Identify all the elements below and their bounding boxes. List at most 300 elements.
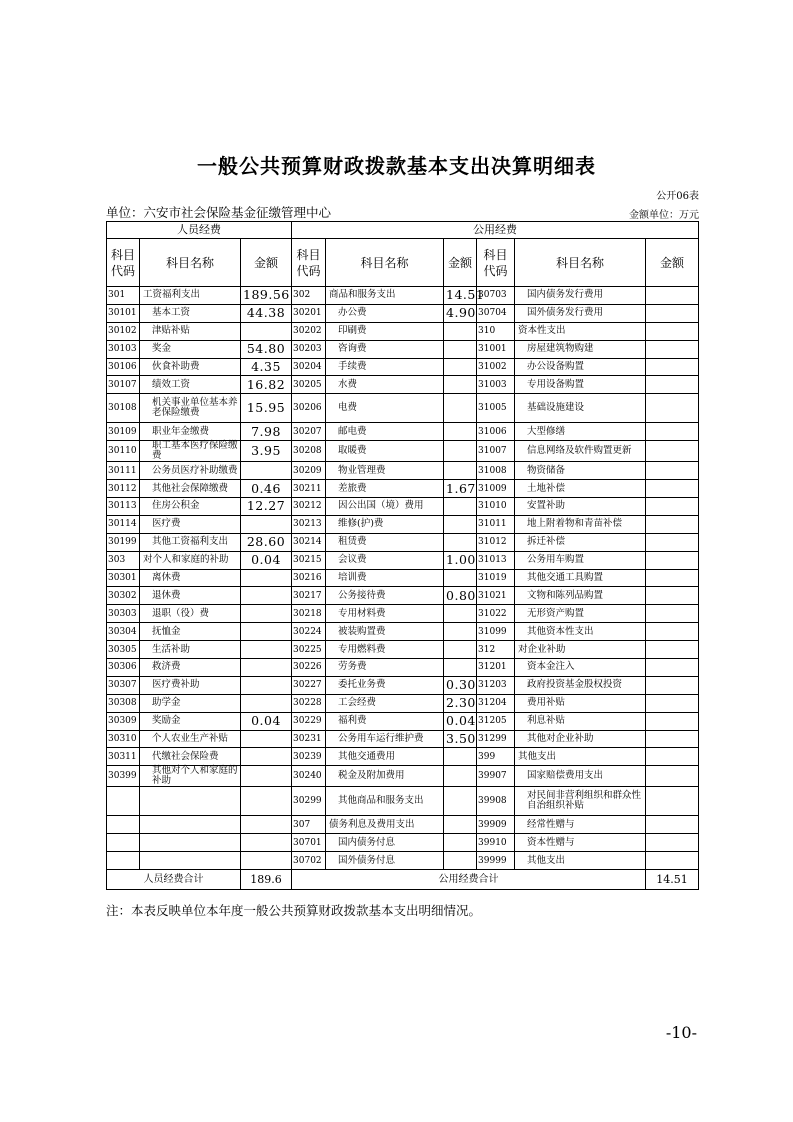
row-name: 公务员医疗补助缴费 [140,462,241,480]
row-name: 其他社会保障缴费 [140,480,241,498]
row-code: 30205 [292,376,326,394]
row-code: 312 [477,641,515,659]
row-amount [646,659,699,677]
row-amount: 0.04 [241,712,292,730]
row-code: 31204 [477,694,515,712]
row-name: 被装购置费 [326,623,444,641]
row-code [107,816,140,834]
row-amount [444,816,477,834]
public-total-label: 公用经费合计 [292,870,646,890]
row-code: 302 [292,287,326,305]
row-amount [444,394,477,423]
table-row [107,287,699,305]
row-name: 商品和服务支出 [326,287,444,305]
row-name: 国内债务付息 [326,834,444,852]
row-amount [444,623,477,641]
row-name: 专用燃料费 [326,641,444,659]
table-row [107,605,699,623]
row-amount [646,551,699,569]
row-code: 307 [292,816,326,834]
row-code: 30704 [477,304,515,322]
table-row [107,358,699,376]
row-code: 31002 [477,358,515,376]
row-amount [241,659,292,677]
row-amount [444,787,477,816]
row-amount: 12.27 [241,498,292,516]
row-amount: 1.67 [444,480,477,498]
row-name: 离休费 [140,569,241,587]
row-code: 30203 [292,340,326,358]
row-name: 其他商品和服务支出 [326,787,444,816]
row-amount [646,480,699,498]
row-name: 房屋建筑物购建 [515,340,646,358]
row-code: 30311 [107,748,140,766]
row-amount [444,376,477,394]
row-amount [646,605,699,623]
row-code: 31005 [477,394,515,423]
personnel-total-label: 人员经费合计 [107,870,241,890]
row-amount: 2.30 [444,694,477,712]
row-name: 土地补偿 [515,480,646,498]
public-group-header: 公用经费 [292,222,699,239]
row-amount [646,533,699,551]
row-amount [646,787,699,816]
row-name: 对民间非营利组织和群众性自治组织补贴 [515,787,646,816]
row-amount: 15.95 [241,394,292,423]
row-amount: 44.38 [241,304,292,322]
row-amount [646,322,699,340]
row-name: 资本性赠与 [515,834,646,852]
row-code: 30703 [477,287,515,305]
header-amount: 金额 [646,239,699,287]
row-amount [646,498,699,516]
row-amount [646,304,699,322]
row-amount [444,748,477,766]
row-code: 31299 [477,730,515,748]
row-code: 31205 [477,712,515,730]
row-name: 拆迁补偿 [515,533,646,551]
row-name: 职工基本医疗保险缴费 [140,441,241,462]
row-code: 30240 [292,766,326,787]
row-amount [241,816,292,834]
row-amount [444,423,477,441]
row-amount [646,641,699,659]
table-row [107,694,699,712]
row-name: 工资福利支出 [140,287,241,305]
row-code: 30108 [107,394,140,423]
row-amount [646,394,699,423]
row-name: 经常性赠与 [515,816,646,834]
row-amount [241,322,292,340]
row-code: 30229 [292,712,326,730]
row-name: 奖金 [140,340,241,358]
expenditure-detail-table [106,221,699,890]
row-name: 其他对企业补助 [515,730,646,748]
page-title: 一般公共预算财政拨款基本支出决算明细表 [197,154,596,178]
row-code: 30209 [292,462,326,480]
row-name: 奖励金 [140,712,241,730]
row-code: 30225 [292,641,326,659]
table-row [107,659,699,677]
row-name: 办公设备购置 [515,358,646,376]
row-name: 信息网络及软件购置更新 [515,441,646,462]
row-amount [444,515,477,533]
row-name: 取暖费 [326,441,444,462]
row-name: 地上附着物和青苗补偿 [515,515,646,533]
row-amount [444,659,477,677]
row-amount [646,340,699,358]
row-name: 公务接待费 [326,587,444,605]
table-row [107,376,699,394]
row-name: 基本工资 [140,304,241,322]
page-number: -10- [665,1023,697,1042]
row-code: 399 [477,748,515,766]
table-row [107,569,699,587]
row-code: 30107 [107,376,140,394]
row-amount [241,623,292,641]
table-row [107,834,699,852]
row-name: 费用补贴 [515,694,646,712]
row-code: 31013 [477,551,515,569]
row-name: 公务用车购置 [515,551,646,569]
row-name [140,787,241,816]
row-name: 债务利息及费用支出 [326,816,444,834]
row-amount [241,787,292,816]
row-name: 利息补贴 [515,712,646,730]
table-row [107,340,699,358]
header-amount: 金额 [444,239,477,287]
row-code: 30212 [292,498,326,516]
row-name: 代缴社会保险费 [140,748,241,766]
row-amount [241,766,292,787]
row-code: 30306 [107,659,140,677]
row-name: 电费 [326,394,444,423]
row-name: 基础设施建设 [515,394,646,423]
row-name: 其他对个人和家庭的补助 [140,766,241,787]
header-code: 科目代码 [107,239,140,287]
row-name: 税金及附加费用 [326,766,444,787]
row-code: 30305 [107,641,140,659]
row-amount [646,852,699,870]
row-amount [444,441,477,462]
row-name: 无形资产购置 [515,605,646,623]
row-code: 30218 [292,605,326,623]
row-code: 30304 [107,623,140,641]
header-name: 科目名称 [515,239,646,287]
row-name: 抚恤金 [140,623,241,641]
row-name: 因公出国（境）费用 [326,498,444,516]
row-code: 30204 [292,358,326,376]
row-amount [646,676,699,694]
row-name: 专用材料费 [326,605,444,623]
row-name: 印刷费 [326,322,444,340]
row-name: 安置补助 [515,498,646,516]
row-name: 邮电费 [326,423,444,441]
row-amount [241,748,292,766]
row-amount: 3.95 [241,441,292,462]
row-amount: 4.35 [241,358,292,376]
row-code: 39910 [477,834,515,852]
row-code: 30303 [107,605,140,623]
row-code: 303 [107,551,140,569]
row-name: 委托业务费 [326,676,444,694]
row-amount [444,766,477,787]
row-amount [444,533,477,551]
amount-unit: 金额单位：万元 [629,210,699,221]
table-row [107,730,699,748]
row-code: 30103 [107,340,140,358]
row-code: 39909 [477,816,515,834]
row-name: 其他资本性支出 [515,623,646,641]
row-name: 伙食补助费 [140,358,241,376]
row-code: 30228 [292,694,326,712]
header-code: 科目代码 [292,239,326,287]
row-amount: 54.80 [241,340,292,358]
row-name: 租赁费 [326,533,444,551]
row-name: 生活补助 [140,641,241,659]
row-amount [646,287,699,305]
row-code: 30701 [292,834,326,852]
personnel-total-amount: 189.6 [241,870,292,890]
row-name: 咨询费 [326,340,444,358]
row-amount [646,623,699,641]
table-row [107,441,699,462]
row-name: 资本金注入 [515,659,646,677]
row-code: 31008 [477,462,515,480]
row-amount [241,515,292,533]
row-code: 39999 [477,852,515,870]
row-amount [241,605,292,623]
row-code: 31010 [477,498,515,516]
row-amount [646,816,699,834]
row-name: 医疗费补助 [140,676,241,694]
row-code: 301 [107,287,140,305]
row-amount [646,515,699,533]
row-amount [646,569,699,587]
row-amount [444,340,477,358]
table-row [107,748,699,766]
row-name: 专用设备购置 [515,376,646,394]
table-row [107,462,699,480]
row-code: 31001 [477,340,515,358]
row-name: 维修(护)费 [326,515,444,533]
row-amount [444,569,477,587]
row-amount [444,641,477,659]
row-code: 31203 [477,676,515,694]
row-code: 310 [477,322,515,340]
row-amount [241,641,292,659]
row-code: 30211 [292,480,326,498]
table-row [107,423,699,441]
footnote: 注：本表反映单位本年度一般公共预算财政拨款基本支出明细情况。 [106,903,482,918]
row-name: 国内债务发行费用 [515,287,646,305]
table-row [107,816,699,834]
header-name: 科目名称 [140,239,241,287]
row-code: 30227 [292,676,326,694]
row-amount: 0.04 [444,712,477,730]
row-code: 30112 [107,480,140,498]
row-code: 30199 [107,533,140,551]
row-amount [646,462,699,480]
row-amount [241,730,292,748]
row-code: 30109 [107,423,140,441]
row-code: 30308 [107,694,140,712]
row-name: 其他工资福利支出 [140,533,241,551]
row-amount [444,322,477,340]
row-code: 31201 [477,659,515,677]
table-row [107,480,699,498]
row-code: 30102 [107,322,140,340]
row-amount [241,462,292,480]
row-amount [241,694,292,712]
row-code: 30207 [292,423,326,441]
row-name: 其他交通费用 [326,748,444,766]
row-code: 30309 [107,712,140,730]
table-row [107,515,699,533]
row-name: 物业管理费 [326,462,444,480]
row-amount: 7.98 [241,423,292,441]
row-amount [646,587,699,605]
row-code: 30239 [292,748,326,766]
row-name: 其他交通工具购置 [515,569,646,587]
row-name: 医疗费 [140,515,241,533]
row-name: 助学金 [140,694,241,712]
row-amount [444,462,477,480]
row-name: 个人农业生产补贴 [140,730,241,748]
row-amount [241,587,292,605]
row-name: 国外债务付息 [326,852,444,870]
row-code: 30201 [292,304,326,322]
row-name: 资本性支出 [515,322,646,340]
row-amount: 0.46 [241,480,292,498]
row-amount [646,730,699,748]
row-name: 退休费 [140,587,241,605]
header-code: 科目代码 [477,239,515,287]
row-code: 31011 [477,515,515,533]
row-code [107,834,140,852]
row-code: 30224 [292,623,326,641]
row-name: 大型修缮 [515,423,646,441]
row-code: 30307 [107,676,140,694]
row-code: 31006 [477,423,515,441]
row-name: 机关事业单位基本养老保险缴费 [140,394,241,423]
table-row [107,676,699,694]
row-code: 39908 [477,787,515,816]
row-amount [241,676,292,694]
row-code: 31012 [477,533,515,551]
reporting-unit: 单位：六安市社会保险基金征缴管理中心 [106,205,332,220]
row-name: 国外债务发行费用 [515,304,646,322]
row-code: 30310 [107,730,140,748]
row-amount [444,852,477,870]
row-name: 手续费 [326,358,444,376]
row-code: 31019 [477,569,515,587]
row-name: 政府投资基金股权投资 [515,676,646,694]
row-code: 31022 [477,605,515,623]
row-name: 津贴补贴 [140,322,241,340]
table-row [107,533,699,551]
row-name [140,816,241,834]
row-amount [646,766,699,787]
row-name: 福利费 [326,712,444,730]
row-name: 绩效工资 [140,376,241,394]
table-row [107,551,699,569]
header-name: 科目名称 [326,239,444,287]
row-amount: 4.90 [444,304,477,322]
row-code: 30202 [292,322,326,340]
row-code: 30217 [292,587,326,605]
row-code: 30101 [107,304,140,322]
row-amount: 189.56 [241,287,292,305]
row-name: 文物和陈列品购置 [515,587,646,605]
row-amount [646,712,699,730]
row-code: 30231 [292,730,326,748]
row-name: 会议费 [326,551,444,569]
row-amount [646,834,699,852]
row-name: 职业年金缴费 [140,423,241,441]
table-row [107,498,699,516]
row-amount [646,376,699,394]
row-code [107,787,140,816]
row-name [140,852,241,870]
row-amount [646,694,699,712]
row-amount: 1.00 [444,551,477,569]
table-row [107,641,699,659]
row-amount: 28.60 [241,533,292,551]
row-code [107,852,140,870]
row-code: 30216 [292,569,326,587]
row-code: 30114 [107,515,140,533]
row-name: 物资储备 [515,462,646,480]
row-amount [646,748,699,766]
row-amount: 14.51 [444,287,477,305]
row-amount [444,358,477,376]
row-name [140,834,241,852]
row-code: 30702 [292,852,326,870]
row-name: 对企业补助 [515,641,646,659]
row-code: 31099 [477,623,515,641]
row-amount: 0.04 [241,551,292,569]
row-name: 差旅费 [326,480,444,498]
row-amount: 0.80 [444,587,477,605]
row-name: 退职（役）费 [140,605,241,623]
table-row [107,623,699,641]
row-amount [241,852,292,870]
row-name: 住房公积金 [140,498,241,516]
row-code: 31021 [477,587,515,605]
table-row [107,787,699,816]
row-name: 劳务费 [326,659,444,677]
row-code: 30208 [292,441,326,462]
row-code: 31009 [477,480,515,498]
row-code: 30399 [107,766,140,787]
table-row [107,322,699,340]
row-amount [646,423,699,441]
row-code: 30106 [107,358,140,376]
row-name: 救济费 [140,659,241,677]
row-amount [444,605,477,623]
row-name: 国家赔偿费用支出 [515,766,646,787]
row-name: 水费 [326,376,444,394]
table-row [107,852,699,870]
row-code: 30110 [107,441,140,462]
row-code: 30226 [292,659,326,677]
row-name: 公务用车运行维护费 [326,730,444,748]
row-code: 31007 [477,441,515,462]
row-name: 培训费 [326,569,444,587]
row-amount [241,834,292,852]
row-code: 39907 [477,766,515,787]
